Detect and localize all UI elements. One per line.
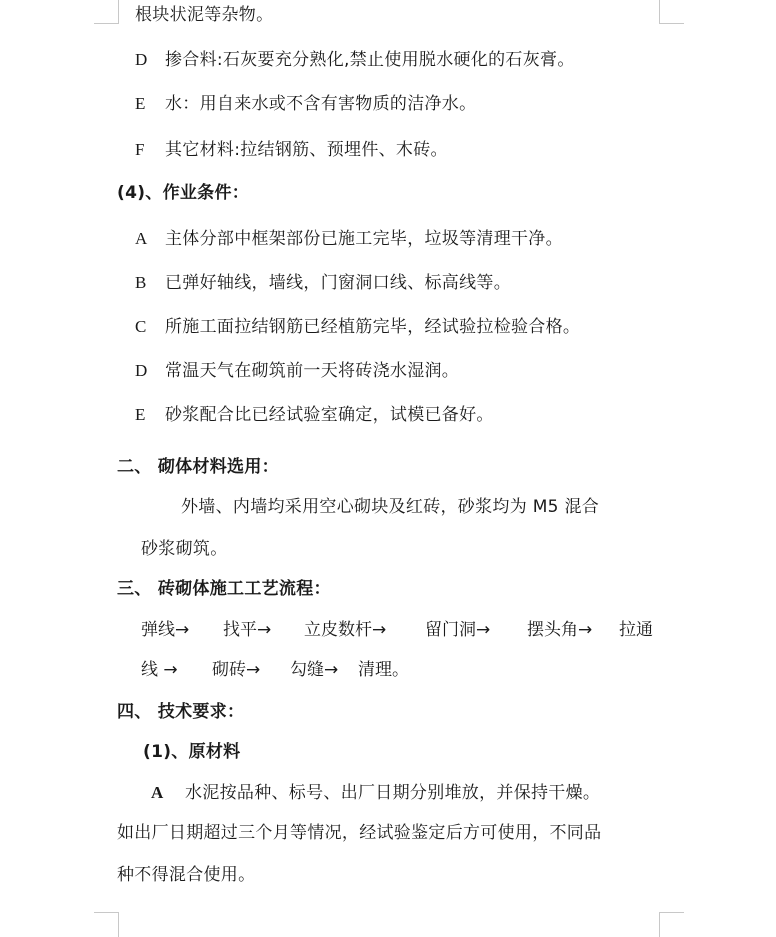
list-letter: E bbox=[135, 94, 146, 113]
list-text: 掺合料:石灰要充分熟化,禁止使用脱水硬化的石灰膏。 bbox=[165, 50, 575, 70]
flow-step: 勾缝→ bbox=[290, 660, 339, 680]
list-text: 其它材料:拉结钢筋、预埋件、木砖。 bbox=[165, 140, 448, 160]
flow-step: 立皮数杆→ bbox=[304, 620, 387, 640]
list-letter: E bbox=[135, 405, 146, 424]
page-corner-mark bbox=[94, 912, 119, 937]
list-letter: B bbox=[135, 273, 147, 292]
list-letter: D bbox=[135, 361, 148, 380]
list-letter: A bbox=[135, 229, 148, 248]
section-heading: 二、 砌体材料选用： bbox=[117, 457, 279, 477]
paragraph-line: 种不得混合使用。 bbox=[117, 865, 256, 885]
list-item bbox=[135, 272, 511, 294]
list-text: 水：用自来水或不含有害物质的洁净水。 bbox=[165, 94, 477, 114]
list-item bbox=[135, 404, 494, 426]
list-item bbox=[151, 782, 600, 804]
section-heading: (4)、作业条件： bbox=[117, 183, 250, 203]
flow-step: 清理。 bbox=[358, 660, 409, 680]
flow-step: 线 → bbox=[141, 660, 178, 680]
list-letter: F bbox=[135, 140, 145, 159]
page-corner-mark bbox=[659, 0, 684, 24]
list-letter: C bbox=[135, 317, 147, 336]
page-corner-mark bbox=[659, 912, 684, 937]
list-text: 主体分部中框架部份已施工完毕，垃圾等清理干净。 bbox=[165, 229, 563, 249]
section-heading: 四、 技术要求： bbox=[117, 702, 245, 722]
flow-step: 拉通 bbox=[619, 620, 653, 640]
text-line: 根块状泥等杂物。 bbox=[135, 5, 274, 25]
list-text: 已弹好轴线，墙线，门窗洞口线、标高线等。 bbox=[165, 273, 511, 293]
paragraph-line: 砂浆砌筑。 bbox=[141, 539, 228, 559]
paragraph-line: 外墙、内墙均采用空心砌块及红砖，砂浆均为 M5 混合 bbox=[181, 497, 600, 517]
flow-step: 摆头角→ bbox=[527, 620, 593, 640]
list-letter: A bbox=[151, 783, 164, 802]
flow-step: 弹线→ bbox=[141, 620, 190, 640]
list-text: 砂浆配合比已经试验室确定，试模已备好。 bbox=[165, 405, 494, 425]
flow-step: 留门洞→ bbox=[425, 620, 491, 640]
section-heading: 三、 砖砌体施工工艺流程： bbox=[117, 579, 331, 599]
list-item bbox=[135, 139, 448, 161]
page-corner-mark bbox=[94, 0, 119, 24]
list-text: 水泥按品种、标号、出厂日期分别堆放，并保持干燥。 bbox=[185, 783, 601, 803]
list-item bbox=[135, 360, 459, 382]
paragraph-line: 如出厂日期超过三个月等情况，经试验鉴定后方可使用，不同品 bbox=[117, 823, 602, 843]
list-text: 常温天气在砌筑前一天将砖浇水湿润。 bbox=[165, 361, 460, 381]
list-letter: D bbox=[135, 50, 148, 69]
subsection-heading: (1)、原材料 bbox=[143, 742, 241, 762]
list-item bbox=[135, 316, 580, 338]
flow-step: 找平→ bbox=[223, 620, 272, 640]
list-item bbox=[135, 49, 575, 71]
list-item bbox=[135, 93, 476, 115]
flow-step: 砌砖→ bbox=[212, 660, 261, 680]
list-item bbox=[135, 228, 563, 250]
list-text: 所施工面拉结钢筋已经植筋完毕，经试验拉检验合格。 bbox=[165, 317, 581, 337]
